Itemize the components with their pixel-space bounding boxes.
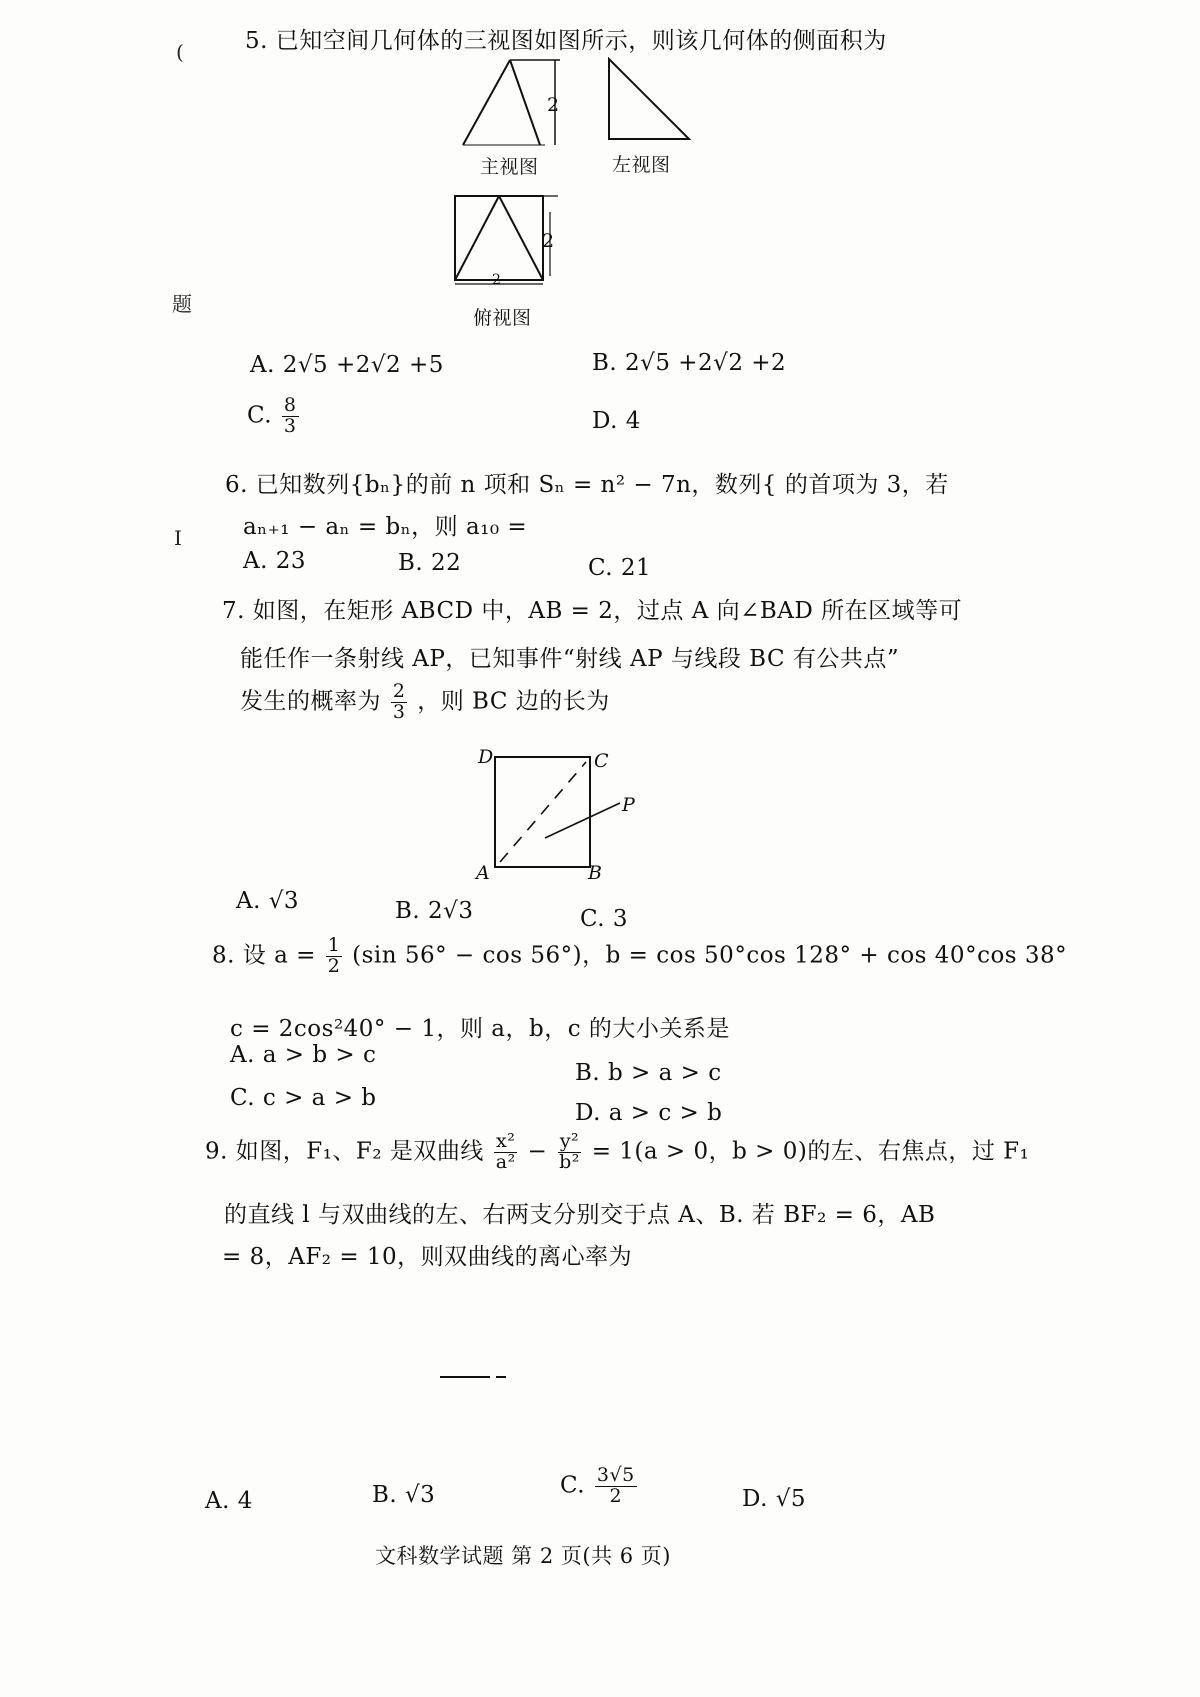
q9-frac-x-num: x² xyxy=(496,1130,516,1152)
q7-option-a: A. √3 xyxy=(236,888,300,914)
q5-top-dim-w: 2 xyxy=(492,272,502,288)
q9-line3: = 8，AF₂ = 10，则双曲线的离心率为 xyxy=(222,1244,633,1270)
q9-option-c xyxy=(560,1466,639,1507)
margin-mark-bar: I xyxy=(174,526,182,550)
q5-front-label: 主视图 xyxy=(480,156,539,178)
q5-option-c-den: 3 xyxy=(283,414,297,437)
q7-label-a: A xyxy=(476,862,491,884)
q7-probability-fraction xyxy=(391,682,408,723)
q5-front-dim: 2 xyxy=(547,94,560,116)
q9-option-c-fraction xyxy=(595,1466,637,1507)
q8-option-a: A. a > b > c xyxy=(230,1042,377,1068)
q5-option-a: A. 2√5 +2√2 +5 xyxy=(250,352,444,378)
q7-label-b: B xyxy=(588,862,603,884)
q7-label-d: D xyxy=(478,746,494,768)
q9-option-d: D. √5 xyxy=(742,1486,807,1512)
q6-option-a: A. 23 xyxy=(243,548,306,574)
q8-frac-num: 1 xyxy=(327,934,341,956)
q8-option-b: B. b > a > c xyxy=(575,1060,722,1086)
q9-option-c-prefix: C. xyxy=(560,1472,586,1499)
q6-option-c: C. 21 xyxy=(588,555,652,581)
q9-line1-pre: 9. 如图，F₁、F₂ 是双曲线 xyxy=(205,1138,484,1165)
q8-line1 xyxy=(212,936,1067,977)
q7-label-c: C xyxy=(594,750,610,772)
q8-line2: c = 2cos²40° − 1，则 a，b，c 的大小关系是 xyxy=(230,1016,730,1042)
q5-top-label: 俯视图 xyxy=(473,307,532,329)
q7-line3-pre: 发生的概率为 xyxy=(240,688,381,715)
q5-option-c-num: 8 xyxy=(283,394,297,416)
q8-frac-den: 2 xyxy=(327,954,341,977)
q9-frac-y-num: y² xyxy=(559,1130,580,1152)
q7-line2: 能任作一条射线 AP，已知事件“射线 AP 与线段 BC 有公共点” xyxy=(240,646,900,672)
q9-figure-placeholder-line xyxy=(440,1376,490,1378)
q9-frac-x-den: a² xyxy=(495,1150,516,1173)
q6-line2: aₙ₊₁ − aₙ = bₙ，则 a₁₀ = xyxy=(243,514,528,540)
q5-option-b: B. 2√5 +2√2 +2 xyxy=(592,350,787,376)
q9-line1-post: = 1(a > 0，b > 0)的左、右焦点，过 F₁ xyxy=(591,1138,1030,1165)
q7-line3 xyxy=(240,682,610,723)
q5-left-label: 左视图 xyxy=(612,154,671,176)
q8-line1-pre: 8. 设 a = xyxy=(212,942,316,969)
q9-figure-placeholder-tick xyxy=(496,1376,506,1378)
q7-line1: 7. 如图，在矩形 ABCD 中，AB = 2，过点 A 向∠BAD 所在区域等可 xyxy=(222,598,963,624)
q9-frac-y-den: b² xyxy=(559,1150,580,1173)
q6-line1: 6. 已知数列{bₙ}的前 n 项和 Sₙ = n² − 7n，数列{ 的首项为 3，若 xyxy=(225,472,949,498)
q5-option-c-prefix: C. xyxy=(247,402,273,429)
q5-stem: 5. 已知空间几何体的三视图如图所示，则该几何体的侧面积为 xyxy=(245,28,887,54)
q9-option-c-num: 3√5 xyxy=(596,1464,635,1486)
q9-option-b: B. √3 xyxy=(372,1482,436,1508)
q9-line1 xyxy=(205,1132,1029,1173)
q8-option-c: C. c > a > b xyxy=(230,1085,377,1111)
q7-option-b: B. 2√3 xyxy=(395,898,474,924)
q9-option-a: A. 4 xyxy=(205,1488,253,1514)
q7-frac-den: 3 xyxy=(392,700,406,723)
q5-option-d: D. 4 xyxy=(592,408,641,434)
q7-line3-post: ，则 BC 边的长为 xyxy=(417,688,610,715)
margin-mark-ti: 题 xyxy=(172,292,192,316)
q8-option-d: D. a > c > b xyxy=(575,1100,723,1126)
q5-front-view xyxy=(455,55,595,155)
q5-option-c xyxy=(247,396,301,437)
page-footer: 文科数学试题 第 2 页(共 6 页) xyxy=(375,1544,671,1568)
q7-option-c: C. 3 xyxy=(580,906,629,932)
q9-fraction-x xyxy=(494,1132,518,1173)
q8-fraction xyxy=(326,936,343,977)
q5-option-c-fraction xyxy=(282,396,299,437)
q5-top-dim-h: 2 xyxy=(542,230,555,252)
q6-option-b: B. 22 xyxy=(398,550,462,576)
q9-option-c-den: 2 xyxy=(609,1484,623,1507)
q9-fraction-y xyxy=(557,1132,582,1173)
q8-line1-post: (sin 56° − cos 56°)，b = cos 50°cos 128° + cos 40°cos 38° xyxy=(352,942,1068,969)
margin-mark-top: ( xyxy=(176,40,184,64)
q9-minus: − xyxy=(527,1138,548,1165)
q7-frac-num: 2 xyxy=(392,680,406,702)
q7-label-p: P xyxy=(622,794,636,816)
q9-line2: 的直线 l 与双曲线的左、右两支分别交于点 A、B. 若 BF₂ = 6，AB xyxy=(224,1202,936,1228)
q5-left-view xyxy=(605,55,700,150)
